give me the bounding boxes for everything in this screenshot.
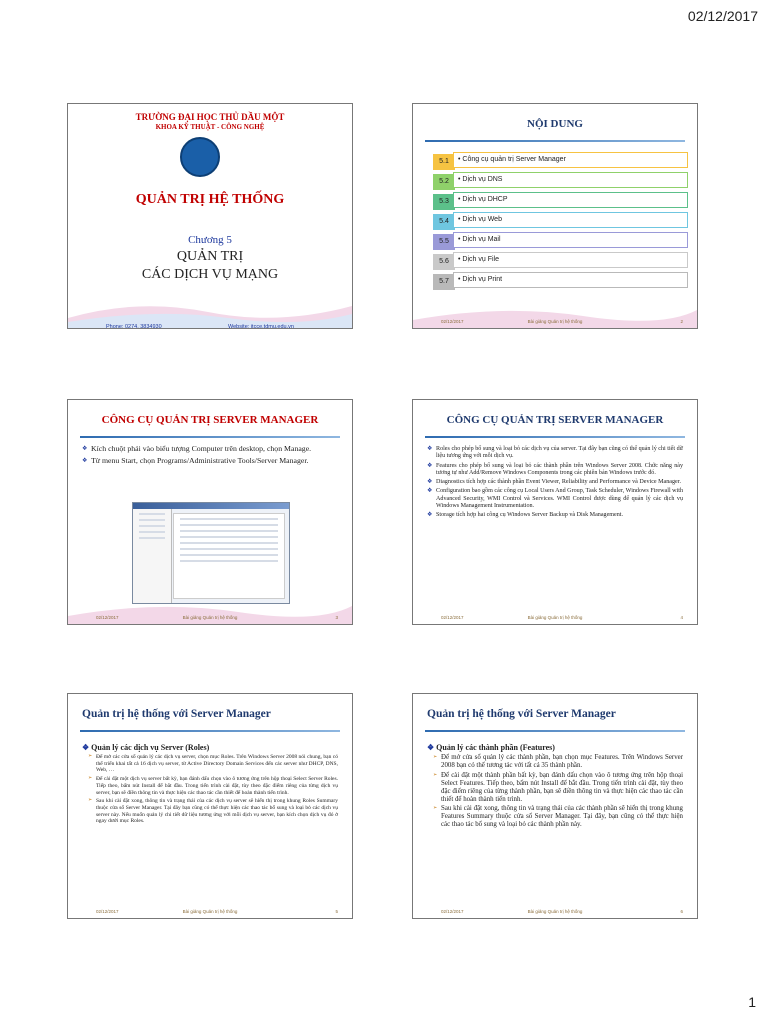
section-heading: ❖ Quản lý các dịch vụ Server (Roles) bbox=[82, 743, 209, 752]
university-name: TRƯỜNG ĐẠI HỌC THỦ DẦU MỘT bbox=[135, 112, 285, 122]
title-rule bbox=[425, 436, 685, 438]
toc-number: 5.2 bbox=[433, 174, 455, 190]
bullet-text: ❖ Features cho phép bổ sung và loại bỏ các thành phần trên Windows Server 2008. Chức năng này tương tự như Add/Remove Windows Components trong các phiên bản Windows trước đó. bbox=[427, 463, 683, 478]
toc-item bbox=[433, 232, 688, 248]
course-title: QUẢN TRỊ HỆ THỐNG bbox=[135, 192, 285, 207]
slide-number: 4 bbox=[680, 615, 683, 620]
footer-date: 02/12/2017 bbox=[441, 615, 464, 620]
slide-body bbox=[82, 444, 338, 468]
bullet-text: ➢ Sau khi cài đặt xong, thông tin và trạng thái của các dịch vụ server sẽ hiển thị trong khung Roles Summary thuộc cửa sổ Server Manager. Tại đây bạn cũng có thể thực hiện các thao tác bổ sung và loại bỏ các dịch vụ server này. Nếu muốn quản lý chi tiết dữ liệu tương ứng với mỗi dịch vụ server, bạn kích chọn dịch vụ đó ở ngay dưới mục Roles. bbox=[88, 798, 338, 825]
toc-label: • Dịch vụ File bbox=[453, 252, 688, 268]
footer-course: Bài giảng Quản trị hệ thống bbox=[182, 909, 238, 914]
slide-3 bbox=[67, 399, 353, 625]
slide-2 bbox=[412, 103, 698, 329]
slide-footer bbox=[68, 612, 352, 624]
slide-footer bbox=[68, 906, 352, 918]
toc-item bbox=[433, 212, 688, 228]
bullet-text: ➢ Sau khi cài đặt xong, thông tin và trạng thái của các thành phần sẽ hiển thị trong khung Features Summary thuộc cửa sổ Server Manager. Tại đây, bạn cũng có thể thực hiện các thao tác bổ sung và loại bỏ các thành phần này. bbox=[433, 805, 683, 829]
toc-number: 5.5 bbox=[433, 234, 455, 250]
toc-label: • Dịch vụ Print bbox=[453, 272, 688, 288]
toc-label: • Dịch vụ Web bbox=[453, 212, 688, 228]
bullet-text: ➢ Để mở cửa sổ quản lý các thành phần, bạn chọn mục Features. Trên Windows Server 2008 bạn có thể tương tác với tất cả 35 thành phần. bbox=[433, 754, 683, 770]
toc-item bbox=[433, 272, 688, 288]
slide-body bbox=[427, 446, 683, 522]
footer-course: Bài giảng Quản trị hệ thống bbox=[527, 909, 583, 914]
slide-title: CÔNG CỤ QUẢN TRỊ SERVER MANAGER bbox=[446, 414, 664, 426]
toc-number: 5.1 bbox=[433, 154, 455, 170]
university-logo-icon bbox=[180, 137, 220, 177]
slide-footer bbox=[413, 612, 697, 624]
slide-body bbox=[433, 754, 683, 831]
chapter-label: Chương 5 bbox=[188, 234, 232, 246]
chapter-subtitle-2: CÁC DỊCH VỤ MẠNG bbox=[141, 267, 279, 282]
slide-title: Quản trị hệ thống với Server Manager bbox=[82, 708, 271, 720]
section-heading: ❖ Quản lý các thành phần (Features) bbox=[427, 743, 555, 752]
footer-course: Bài giảng Quản trị hệ thống bbox=[527, 615, 583, 620]
slide-number: 5 bbox=[335, 909, 338, 914]
title-rule bbox=[425, 730, 685, 732]
toc-number: 5.7 bbox=[433, 274, 455, 290]
bullet-text: ❖ Kích chuột phải vào biểu tượng Computer trên desktop, chọn Manage. bbox=[82, 444, 338, 454]
toc-label: • Công cụ quản trị Server Manager bbox=[453, 152, 688, 168]
slide-number: 6 bbox=[680, 909, 683, 914]
slide-5 bbox=[67, 693, 353, 919]
toc-number: 5.3 bbox=[433, 194, 455, 210]
footer-date: 02/12/2017 bbox=[441, 909, 464, 914]
slide-1 bbox=[67, 103, 353, 329]
toc-item bbox=[433, 152, 688, 168]
slide-title: Quản trị hệ thống với Server Manager bbox=[427, 708, 616, 720]
slide-number: 3 bbox=[335, 615, 338, 620]
toc-label: • Dịch vụ Mail bbox=[453, 232, 688, 248]
bullet-text: ❖ Storage tích hợp hai công cụ Windows Server Backup và Disk Management. bbox=[427, 512, 683, 519]
phone-text: Phone: 0274. 3834930 bbox=[106, 324, 162, 329]
footer-date: 02/12/2017 bbox=[441, 319, 464, 324]
slide-title: CÔNG CỤ QUẢN TRỊ SERVER MANAGER bbox=[101, 414, 319, 426]
footer-date: 02/12/2017 bbox=[96, 909, 119, 914]
toc-number: 5.6 bbox=[433, 254, 455, 270]
footer-course: Bài giảng Quản trị hệ thống bbox=[182, 615, 238, 620]
toc-number: 5.4 bbox=[433, 214, 455, 230]
page-number: 1 bbox=[748, 994, 756, 1010]
toc-item bbox=[433, 252, 688, 268]
footer-course: Bài giảng Quản trị hệ thống bbox=[527, 319, 583, 324]
slide-title: NỘI DUNG bbox=[527, 118, 583, 130]
title-rule bbox=[80, 436, 340, 438]
website-text: Website: itcce.tdmu.edu.vn bbox=[228, 324, 294, 329]
page-date: 02/12/2017 bbox=[687, 8, 758, 24]
chapter-subtitle-1: QUẢN TRỊ bbox=[176, 249, 244, 264]
bullet-text: ➢ Để cài đặt một thành phần bất kỳ, bạn đánh dấu chọn vào ô tương ứng trên hộp thoại Select Features. Tiếp theo, bấm nút Install để bắt đầu. Trong tiến trình cài đặt, tùy theo đặc điểm riêng của từng thành phần, bạn sẽ điền thông tin và thực hiện các thao tác cần thiết để hoàn thành tiến trình. bbox=[433, 772, 683, 804]
slide-footer bbox=[413, 316, 697, 328]
slide-number: 2 bbox=[680, 319, 683, 324]
title-rule bbox=[80, 730, 340, 732]
slide-footer bbox=[413, 906, 697, 918]
bullet-text: ❖ Diagnostics tích hợp các thành phần Event Viewer, Reliability and Performance và Device Manager. bbox=[427, 479, 683, 486]
bullet-text: ❖ Từ menu Start, chọn Programs/Administrative Tools/Server Manager. bbox=[82, 456, 338, 466]
slide-4 bbox=[412, 399, 698, 625]
toc-label: • Dịch vụ DHCP bbox=[453, 192, 688, 208]
bullet-text: ❖ Roles cho phép bổ sung và loại bỏ các dịch vụ của server. Tại đây bạn cũng có thể quản lý chi tiết dữ liệu tương ứng với mỗi dịch vụ. bbox=[427, 446, 683, 461]
faculty-name: KHOA KỸ THUẬT - CÔNG NGHỆ bbox=[155, 123, 265, 131]
toc-label: • Dịch vụ DNS bbox=[453, 172, 688, 188]
slide-6 bbox=[412, 693, 698, 919]
server-manager-screenshot bbox=[132, 502, 290, 604]
table-of-contents bbox=[433, 152, 688, 292]
bullet-text: ❖ Configuration bao gồm các công cụ Local Users And Group, Task Scheduler, Windows Firewall with Advanced Security, WMI Control và Services. WMI Control được dùng để quản lý các dịch vụ Windows Management Instrumentation. bbox=[427, 488, 683, 510]
title-rule bbox=[425, 140, 685, 142]
bullet-text: ➢ Để cài đặt một dịch vụ server bất kỳ, bạn đánh dấu chọn vào ô tương ứng trên hộp thoại Select Server Roles. Tiếp theo, bấm nút Install để bắt đầu. Trong tiến trình cài đặt, tùy theo đặc điểm riêng của từng dịch vụ server, bạn sẽ điền thông tin và thực hiện các thao tác cần thiết để hoàn thành tiến trình. bbox=[88, 776, 338, 796]
bullet-text: ➢ Để mở các cửa sổ quản lý các dịch vụ server, chọn mục Roles. Trên Windows Server 2008 nói chung, bạn có thể triển khai tất cả 16 dịch vụ server, từ Active Directory Domain Services đến các server như DHCP, DNS, Web, … bbox=[88, 754, 338, 774]
toc-item bbox=[433, 192, 688, 208]
footer-date: 02/12/2017 bbox=[96, 615, 119, 620]
toc-item bbox=[433, 172, 688, 188]
slide-body bbox=[88, 754, 338, 827]
